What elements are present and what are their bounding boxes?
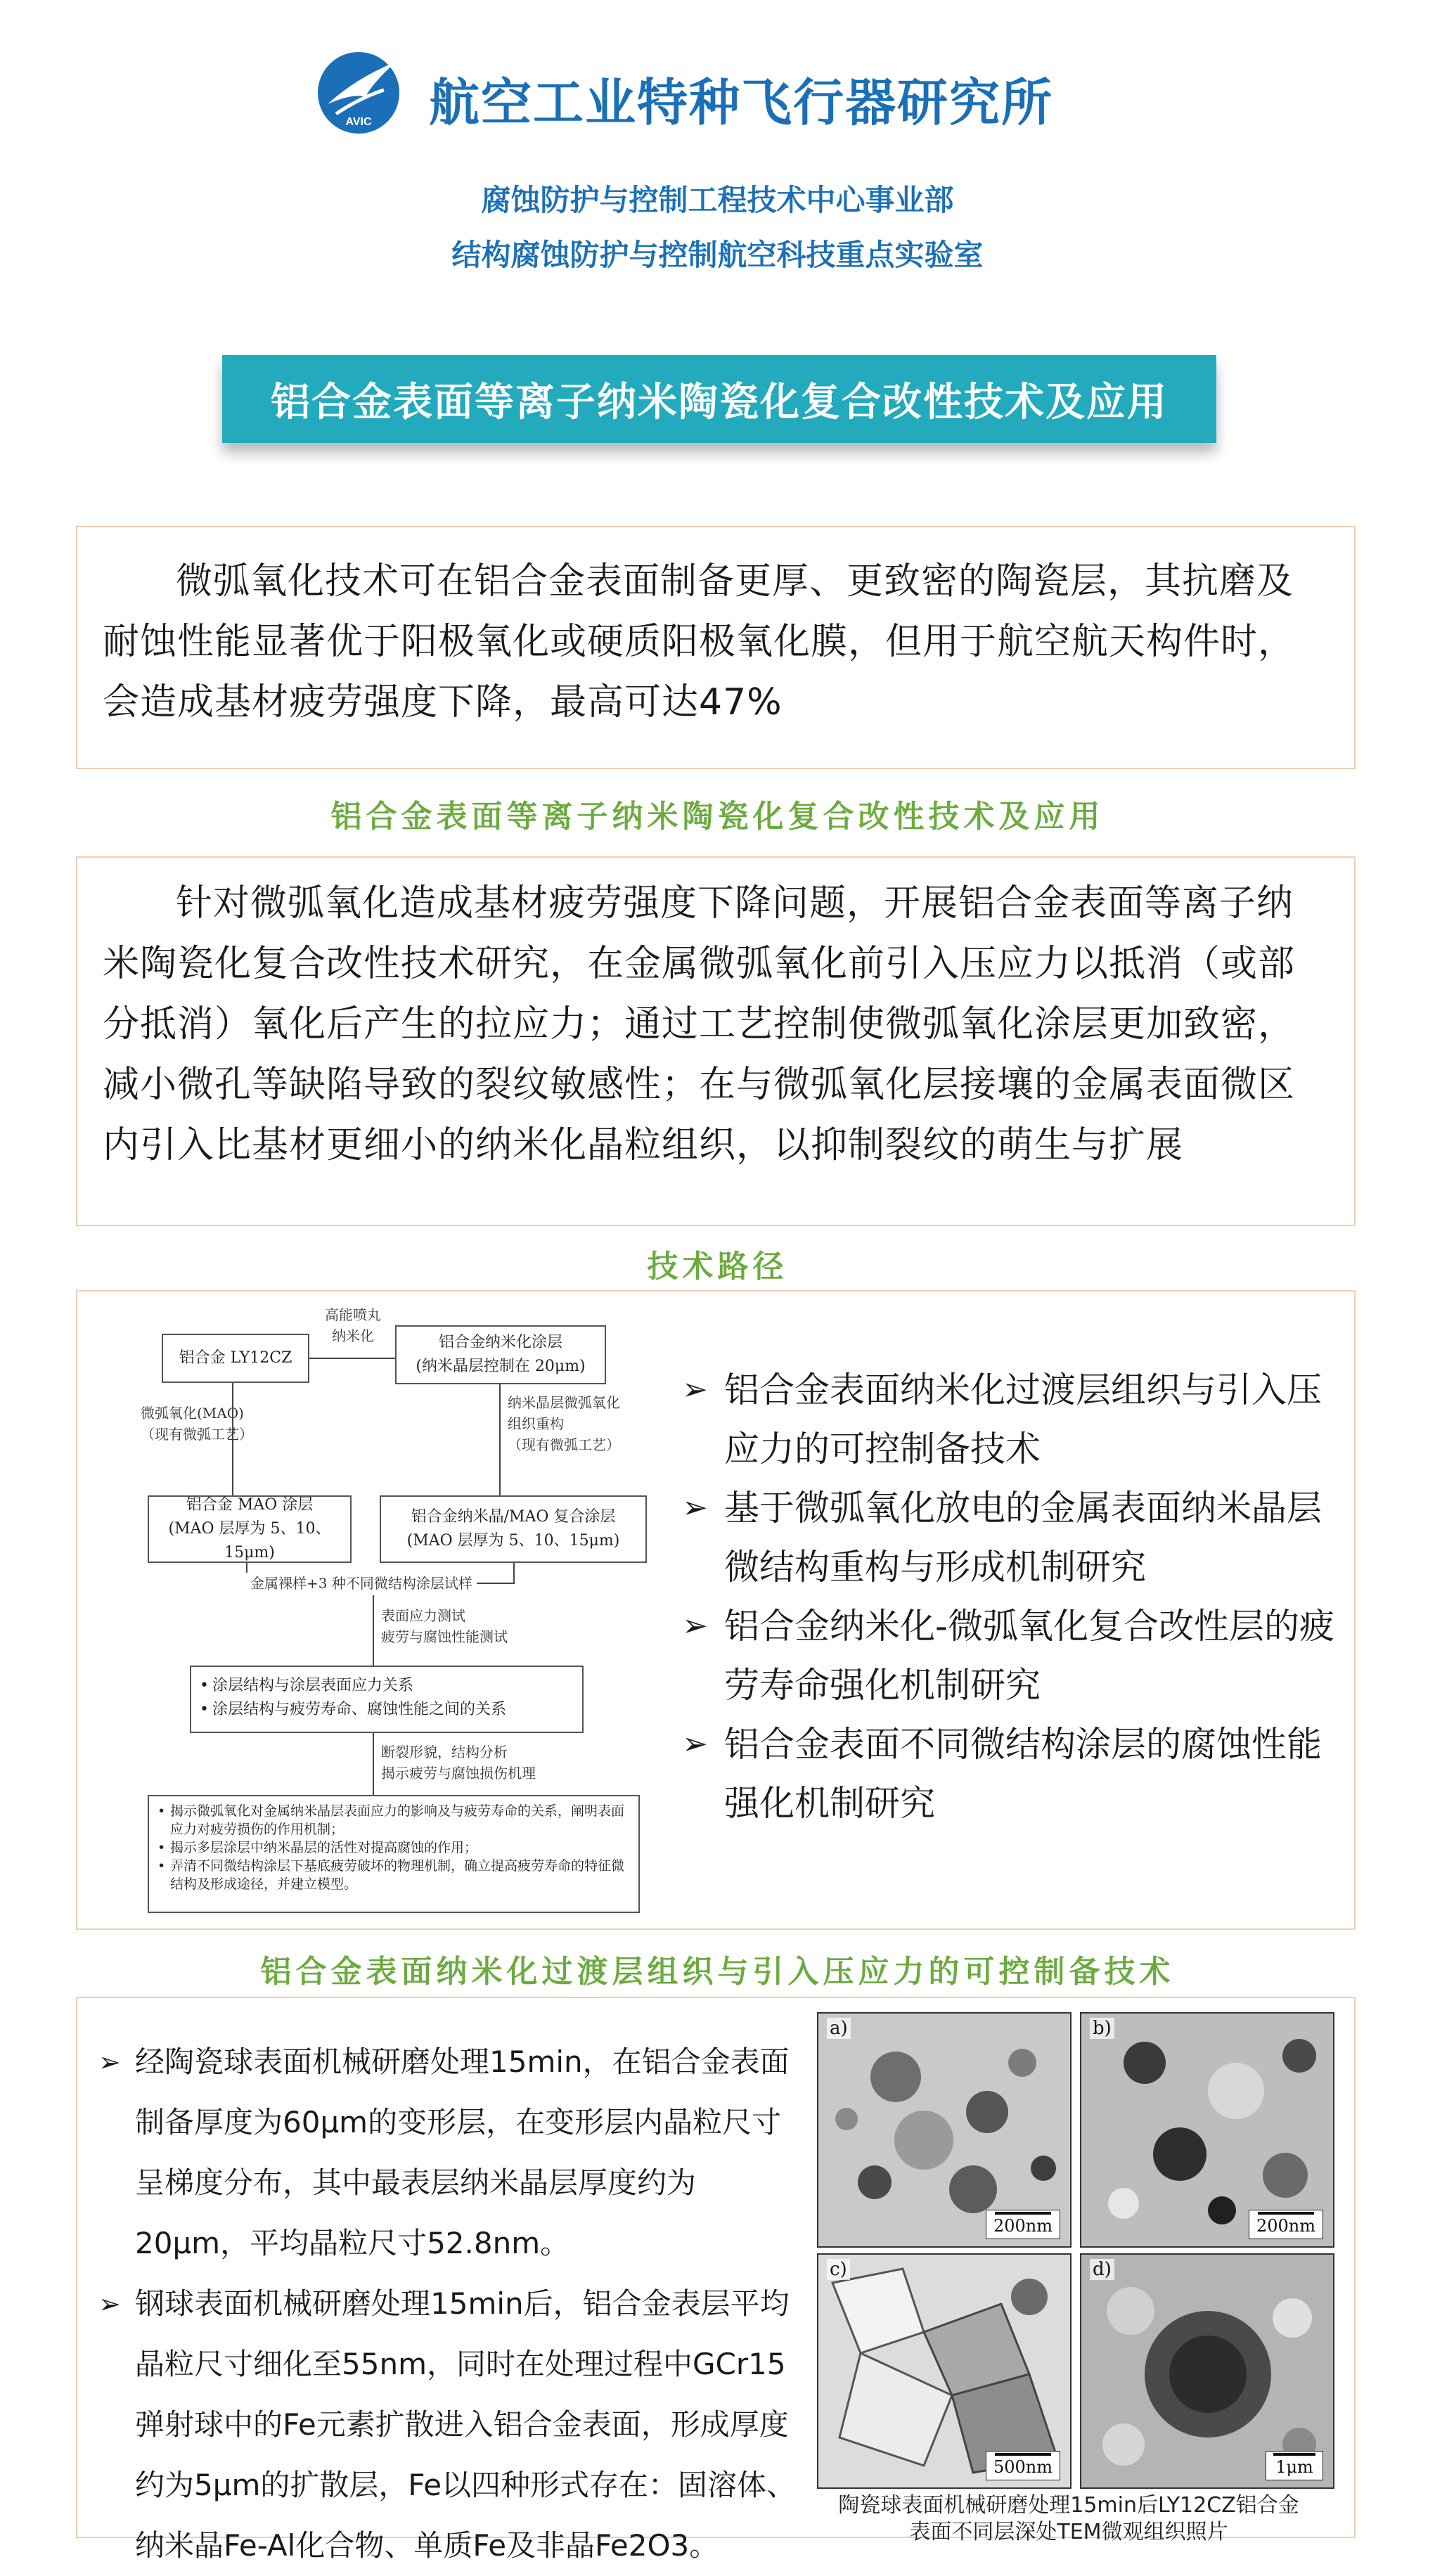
arrow-bullet-icon: ➢ — [98, 2047, 121, 2078]
scale-bar: 1μm — [1266, 2451, 1323, 2480]
tem-image-b — [1080, 2012, 1334, 2248]
flow-relation-item: • 涂层结构与涂层表面应力关系 — [212, 1674, 572, 1698]
scale-bar: 200nm — [1249, 2210, 1323, 2239]
avic-logo-icon — [315, 49, 403, 137]
arrow-bullet-icon: ➢ — [682, 1490, 708, 1526]
transition-layer-list — [98, 2032, 809, 2576]
list-item: ➢ 铝合金表面纳米化过渡层组织与引入压应力的可控制备技术 — [675, 1360, 1350, 1479]
tem-label: d) — [1090, 2259, 1114, 2280]
scale-bar: 500nm — [986, 2451, 1060, 2480]
flow-box-nano-coating: 铝合金纳米化涂层 (纳米晶层控制在 20μm) — [395, 1325, 606, 1384]
flow-note-samples: 金属裸样+3 种不同微结构涂层试样 — [246, 1573, 477, 1594]
logo-text: AVIC — [345, 116, 372, 128]
arrow-bullet-icon: ➢ — [682, 1726, 708, 1762]
flow-note-mao: 微弧氧化(MAO) （现有微弧工艺） — [141, 1405, 253, 1443]
flow-box-composite-coating: 铝合金纳米晶/MAO 复合涂层 (MAO 层厚为 5、10、15μm) — [380, 1495, 647, 1563]
arrow-bullet-icon: ➢ — [682, 1372, 708, 1408]
flow-box-conclusions — [148, 1795, 640, 1913]
arrow-bullet-icon: ➢ — [682, 1608, 708, 1644]
list-item: ➢ 铝合金表面不同微结构涂层的腐蚀性能强化机制研究 — [675, 1715, 1350, 1833]
intro-panel — [76, 526, 1356, 769]
tech-route-list — [675, 1360, 1350, 1833]
title-banner: 铝合金表面等离子纳米陶瓷化复合改性技术及应用 — [222, 355, 1216, 443]
intro-text: 微弧氧化技术可在铝合金表面制备更厚、更致密的陶瓷层，其抗磨及耐蚀性能显著优于阳极氧化或硬质阳极氧化膜，但用于航空航天构件时，会造成基材疲劳强度下降，最高可达47% — [103, 560, 1296, 723]
scale-bar: 200nm — [986, 2210, 1060, 2239]
flow-conclusion-item: • 揭示多层涂层中纳米晶层的活性对提高腐蚀的作用； — [170, 1838, 629, 1857]
tem-image-c — [817, 2253, 1072, 2489]
tem-caption: 陶瓷球表面机械研磨处理15min后LY12CZ铝合金 表面不同层深处TEM微观组织照片 — [838, 2493, 1299, 2544]
tem-label: b) — [1090, 2018, 1114, 2039]
flow-conclusion-item: • 弄清不同微结构涂层下基底疲劳破坏的物理机制，确立提高疲劳寿命的特征微结构及形成途径，并建立模型。 — [170, 1857, 629, 1893]
flow-box-mao-coating: 铝合金 MAO 涂层 (MAO 层厚为 5、10、15μm) — [148, 1495, 352, 1563]
list-item: ➢ 基于微弧氧化放电的金属表面纳米晶层微结构重构与形成机制研究 — [675, 1479, 1350, 1597]
flow-note-shot-peening: 高能喷丸 纳米化 — [325, 1306, 381, 1344]
tem-label: a) — [827, 2018, 851, 2039]
list-item: ➢ 铝合金纳米化-微弧氧化复合改性层的疲劳寿命强化机制研究 — [675, 1597, 1350, 1715]
section-title-tech-route: 技术路径 — [647, 1249, 788, 1284]
flow-box-ly12cz: 铝合金 LY12CZ — [162, 1334, 309, 1383]
tem-image-a — [817, 2012, 1072, 2248]
overview-text: 针对微弧氧化造成基材疲劳强度下降问题，开展铝合金表面等离子纳米陶瓷化复合改性技术研究，在金属微弧氧化前引入压应力以抵消（或部分抵消）氧化后产生的拉应力；通过工艺控制使微弧氧化涂层更加致密，减小微孔等缺陷导致的裂纹敏感性；在与微弧氧化层接壤的金属表面微区内引入比基材更细小的纳米化晶粒组织，以抑制裂纹的萌生与扩展 — [103, 882, 1296, 1166]
flow-note-reconstruction: 纳米晶层微弧氧化 组织重构 （现有微弧工艺） — [508, 1394, 620, 1453]
overview-panel — [76, 856, 1356, 1226]
list-item: ➢ 经陶瓷球表面机械研磨处理15min，在铝合金表面制备厚度为60μm的变形层，在变形层内晶粒尺寸呈梯度分布，其中最表层纳米晶层厚度约为20μm，平均晶粒尺寸52.8nm。 — [98, 2032, 809, 2274]
flow-relation-item: • 涂层结构与疲劳寿命、腐蚀性能之间的关系 — [212, 1698, 572, 1722]
subtitle-laboratory: 结构腐蚀防护与控制航空科技重点实验室 — [451, 238, 984, 272]
list-item: ➢ 钢球表面机械研磨处理15min后，铝合金表层平均晶粒尺寸细化至55nm，同时在处理过程中GCr15弹射球中的Fe元素扩散进入铝合金表面，形成厚度约为5μm的扩散层，Fe以四种形式存在：固溶体、纳米晶Fe-Al化合物、单质Fe及非晶Fe2O3。 — [98, 2274, 809, 2576]
flow-box-relationships — [190, 1666, 584, 1733]
tem-image-d — [1080, 2253, 1334, 2489]
flow-diagram — [141, 1304, 661, 1916]
flow-conclusion-item: • 揭示微弧氧化对金属纳米晶层表面应力的影响及与疲劳寿命的关系，阐明表面应力对疲劳损伤的作用机制； — [170, 1802, 629, 1838]
tem-label: c) — [827, 2259, 850, 2280]
org-name: 航空工业特种飞行器研究所 — [429, 73, 1054, 132]
section-title-transition-layer: 铝合金表面纳米化过渡层组织与引入压应力的可控制备技术 — [260, 1954, 1175, 1990]
section-title-overview: 铝合金表面等离子纳米陶瓷化复合改性技术及应用 — [330, 799, 1105, 835]
flow-note-testing: 表面应力测试 疲劳与腐蚀性能测试 — [381, 1607, 508, 1645]
arrow-bullet-icon: ➢ — [98, 2288, 121, 2319]
flow-note-fracture: 断裂形貌，结构分析 揭示疲劳与腐蚀损伤机理 — [381, 1744, 536, 1782]
subtitle-division: 腐蚀防护与控制工程技术中心事业部 — [481, 183, 954, 217]
